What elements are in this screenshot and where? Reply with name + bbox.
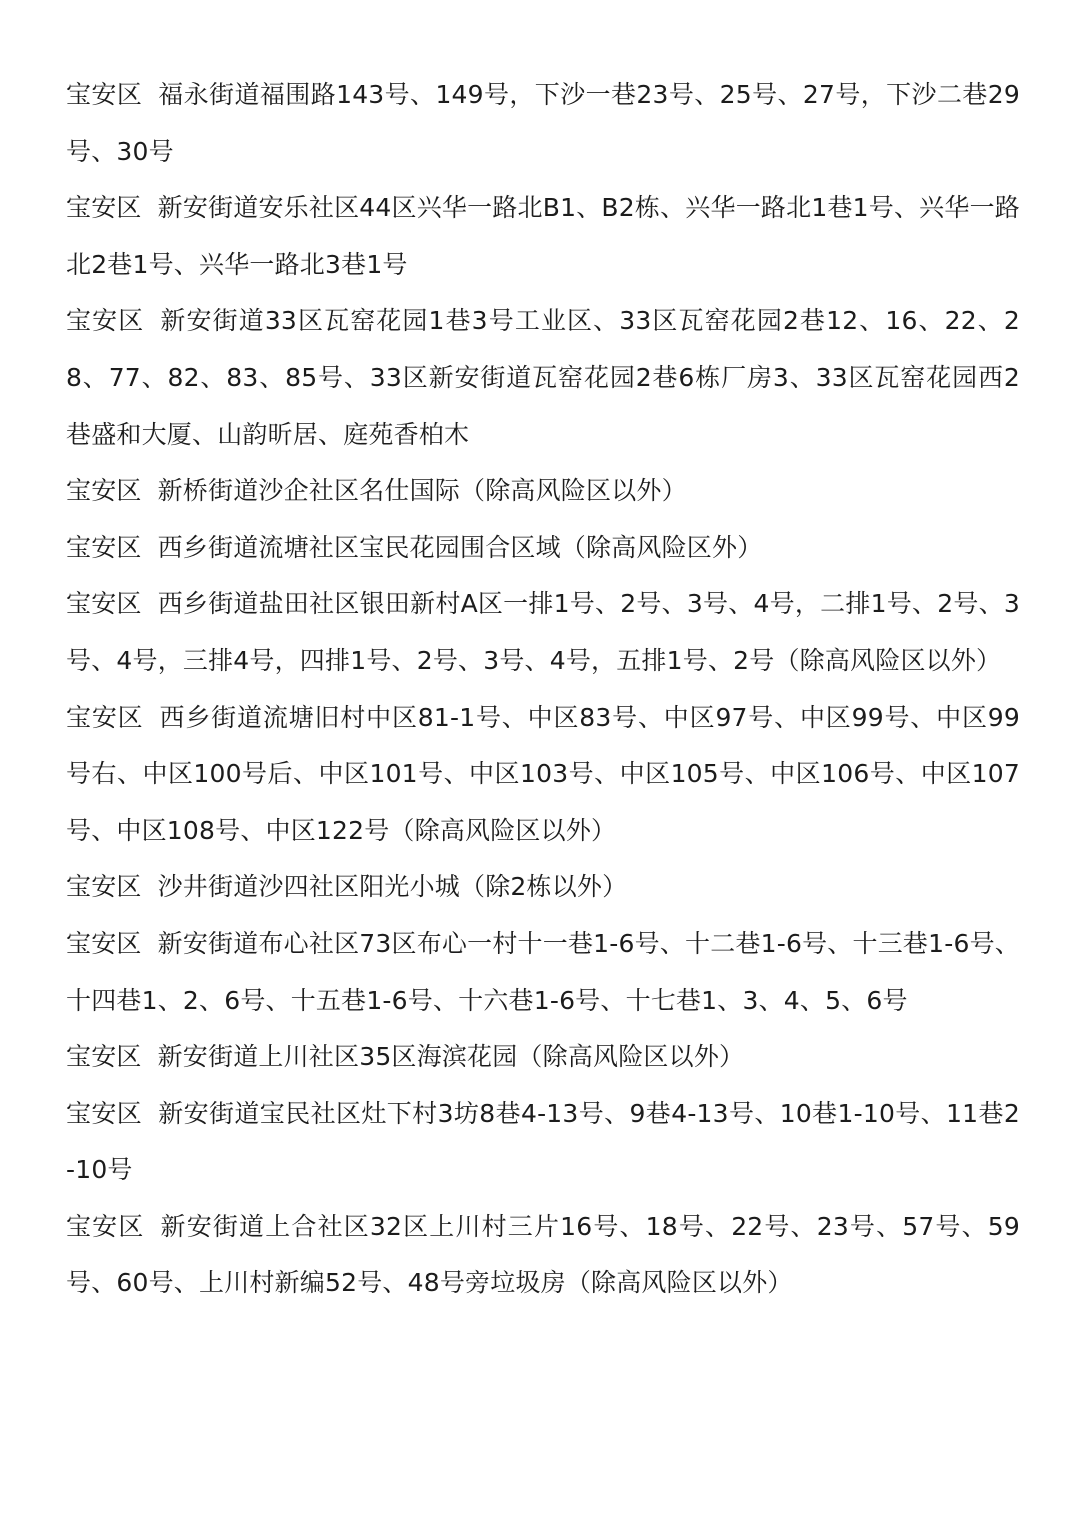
area-entry (66, 1199, 1020, 1312)
area-detail: 新安街道33区瓦窑花园1巷3号工业区、33区瓦窑花园2巷12、16、22、28、77、82、83、85号、33区新安街道瓦窑花园2巷6栋厂房3、33区瓦窑花园西2巷盛和大厦、山韵昕居、庭苑香柏木 (66, 306, 1020, 449)
district-label: 宝安区 (66, 702, 144, 732)
area-entry (66, 180, 1020, 293)
area-entry (66, 916, 1020, 1029)
district-label: 宝安区 (66, 1098, 143, 1128)
district-label: 宝安区 (66, 1042, 142, 1072)
area-entry (66, 690, 1020, 860)
area-detail: 西乡街道流塘社区宝民花园围合区域（除高风险区外） (157, 532, 763, 562)
district-label: 宝安区 (66, 1211, 145, 1241)
district-label: 宝安区 (66, 476, 142, 506)
area-detail: 新桥街道沙企社区名仕国际（除高风险区以外） (157, 476, 687, 506)
area-entry (66, 67, 1020, 180)
area-detail: 福永街道福围路143号、149号，下沙一巷23号、25号、27号，下沙二巷29号、30号 (66, 80, 1020, 166)
area-entry (66, 1086, 1020, 1199)
area-detail: 新安街道安乐社区44区兴华一路北B1、B2栋、兴华一路北1巷1号、兴华一路北2巷1号、兴华一路北3巷1号 (66, 193, 1020, 279)
area-detail: 新安街道布心社区73区布心一村十一巷1-6号、十二巷1-6号、十三巷1-6号、十四巷1、2、6号、十五巷1-6号、十六巷1-6号、十七巷1、3、4、5、6号 (66, 928, 1020, 1015)
area-detail: 新安街道上川社区35区海滨花园（除高风险区以外） (157, 1042, 745, 1072)
area-entry (66, 859, 1020, 916)
area-entry (66, 1029, 1020, 1086)
district-label: 宝安区 (66, 532, 142, 562)
district-label: 宝安区 (66, 928, 142, 958)
district-label: 宝安区 (66, 193, 142, 223)
district-label: 宝安区 (66, 306, 145, 336)
district-label: 宝安区 (66, 589, 142, 619)
area-entry (66, 576, 1020, 689)
area-detail: 西乡街道盐田社区银田新村A区一排1号、2号、3号、4号，二排1号、2号、3号、4号，三排4号，四排1号、2号、3号、4号，五排1号、2号（除高风险区以外） (66, 589, 1020, 675)
area-entry (66, 293, 1020, 463)
area-entry (66, 520, 1020, 577)
area-detail: 沙井街道沙四社区阳光小城（除2栋以外） (157, 872, 628, 902)
area-detail: 新安街道上合社区32区上川村三片16号、18号、22号、23号、57号、59号、60号、上川村新编52号、48号旁垃圾房（除高风险区以外） (66, 1211, 1020, 1298)
district-label: 宝安区 (66, 80, 143, 109)
area-detail: 新安街道宝民社区灶下村3坊8巷4-13号、9巷4-13号、10巷1-10号、11巷2-10号 (66, 1098, 1020, 1185)
area-detail: 西乡街道流塘旧村中区81-1号、中区83号、中区97号、中区99号、中区99号右、中区100号后、中区101号、中区103号、中区105号、中区106号、中区107号、中区108号、中区122号（除高风险区以外） (66, 702, 1020, 845)
district-label: 宝安区 (66, 872, 142, 902)
area-entry (66, 463, 1020, 520)
